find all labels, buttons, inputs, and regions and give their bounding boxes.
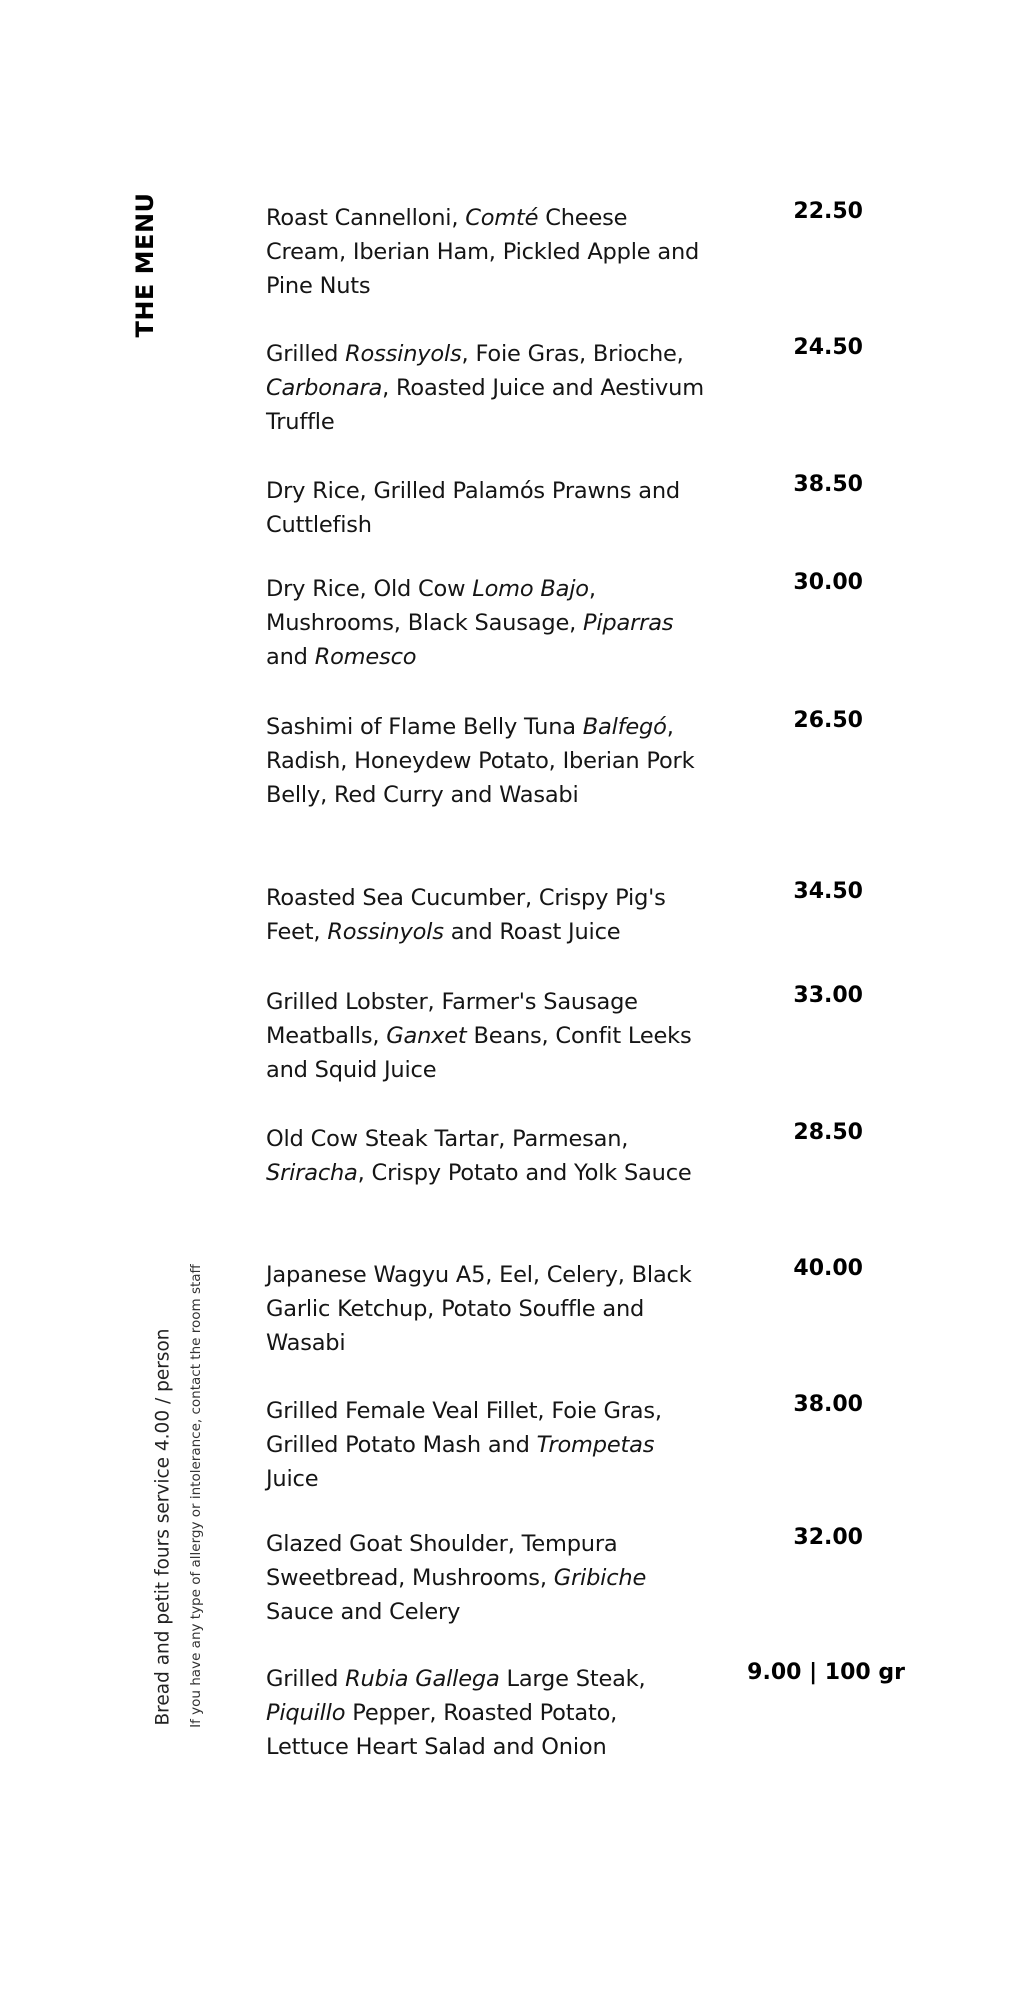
dish-description <box>266 337 706 439</box>
dish-price: 22.50 <box>793 199 863 224</box>
dish-text: and Roast Juice <box>443 919 621 945</box>
dish-text: Grilled Lobster, Farmer's Sausage Meatballs, <box>266 989 638 1049</box>
dish-price: 38.50 <box>793 472 863 497</box>
dish-description <box>266 881 706 949</box>
dish-price: 30.00 <box>793 570 863 595</box>
dish-text: Dry Rice, Old Cow <box>266 576 473 602</box>
dish-text: Sauce and Celery <box>266 1599 461 1625</box>
dish-text: , Mushrooms, Black Sausage, <box>266 576 596 636</box>
dish-price: 32.00 <box>793 1525 863 1550</box>
dish-italic-term: Rossinyols <box>345 341 462 367</box>
dish-description <box>266 572 706 674</box>
dish-italic-term: Romesco <box>314 644 417 670</box>
dish-price: 34.50 <box>793 879 863 904</box>
dish-price: 26.50 <box>793 708 863 733</box>
dish-text: Roast Cannelloni, <box>266 205 466 231</box>
dish-text: Grilled <box>266 1666 346 1692</box>
service-note: Bread and petit fours service 4.00 / person <box>152 1328 174 1726</box>
dish-price: 40.00 <box>793 1256 863 1281</box>
dish-text: Dry Rice, Grilled Palamós Prawns and Cuttlefish <box>266 478 680 538</box>
dish-text: Pepper, Roasted Potato, Lettuce Heart Salad and Onion <box>266 1700 618 1760</box>
dish-italic-term: Rossinyols <box>327 919 444 945</box>
dish-text: Roasted Sea Cucumber, Crispy Pig's Feet, <box>266 885 666 945</box>
dish-text: Beans, Confit Leeks and Squid Juice <box>266 1023 692 1083</box>
dish-price: 24.50 <box>793 335 863 360</box>
dish-italic-term: Lomo Bajo <box>472 576 589 602</box>
dish-italic-term: Ganxet <box>386 1023 467 1049</box>
dish-italic-term: Piquillo <box>266 1700 346 1726</box>
dish-italic-term: Balfegó <box>582 714 667 740</box>
dish-text: Cheese Cream, Iberian Ham, Pickled Apple and Pine Nuts <box>266 205 700 299</box>
dish-text: Old Cow Steak Tartar, Parmesan, <box>266 1126 629 1152</box>
dish-text: Glazed Goat Shoulder, Tempura Sweetbread, Mushrooms, <box>266 1531 618 1591</box>
dish-text: and <box>266 644 315 670</box>
dish-description <box>266 1394 706 1496</box>
dish-text: , Crispy Potato and Yolk Sauce <box>357 1160 692 1186</box>
dish-text: , Roasted Juice and Aestivum Truffle <box>266 375 704 435</box>
dish-text: , Radish, Honeydew Potato, Iberian Pork Belly, Red Curry and Wasabi <box>266 714 695 808</box>
dish-price: 9.00 | 100 gr <box>747 1660 905 1685</box>
dish-description <box>266 1122 706 1190</box>
dish-price: 28.50 <box>793 1120 863 1145</box>
page-title: THE MENU <box>131 192 159 338</box>
dish-italic-term: Rubia Gallega <box>345 1666 500 1692</box>
dish-text: , Foie Gras, Brioche, <box>461 341 684 367</box>
dish-text: Grilled Female Veal Fillet, Foie Gras, Grilled Potato Mash and <box>266 1398 662 1458</box>
dish-text: Large Steak, <box>499 1666 646 1692</box>
dish-italic-term: Piparras <box>583 610 674 636</box>
dish-description <box>266 985 706 1087</box>
dish-description <box>266 201 706 303</box>
dish-italic-term: Gribiche <box>553 1565 647 1591</box>
dish-description <box>266 1662 706 1764</box>
dish-italic-term: Carbonara <box>266 375 383 401</box>
dish-text: Japanese Wagyu A5, Eel, Celery, Black Garlic Ketchup, Potato Souffle and Wasabi <box>266 1262 692 1356</box>
dish-price: 33.00 <box>793 983 863 1008</box>
dish-text: Grilled <box>266 341 346 367</box>
dish-text: Juice <box>266 1466 319 1492</box>
dish-description <box>266 710 706 812</box>
dish-description <box>266 474 706 542</box>
dish-italic-term: Comté <box>465 205 539 231</box>
dish-italic-term: Sriracha <box>266 1160 358 1186</box>
dish-italic-term: Trompetas <box>536 1432 655 1458</box>
allergy-note: If you have any type of allergy or intolerance, contact the room staff <box>188 1264 204 1728</box>
dish-description <box>266 1258 706 1360</box>
dish-description <box>266 1527 706 1629</box>
dish-price: 38.00 <box>793 1392 863 1417</box>
dish-text: Sashimi of Flame Belly Tuna <box>266 714 583 740</box>
